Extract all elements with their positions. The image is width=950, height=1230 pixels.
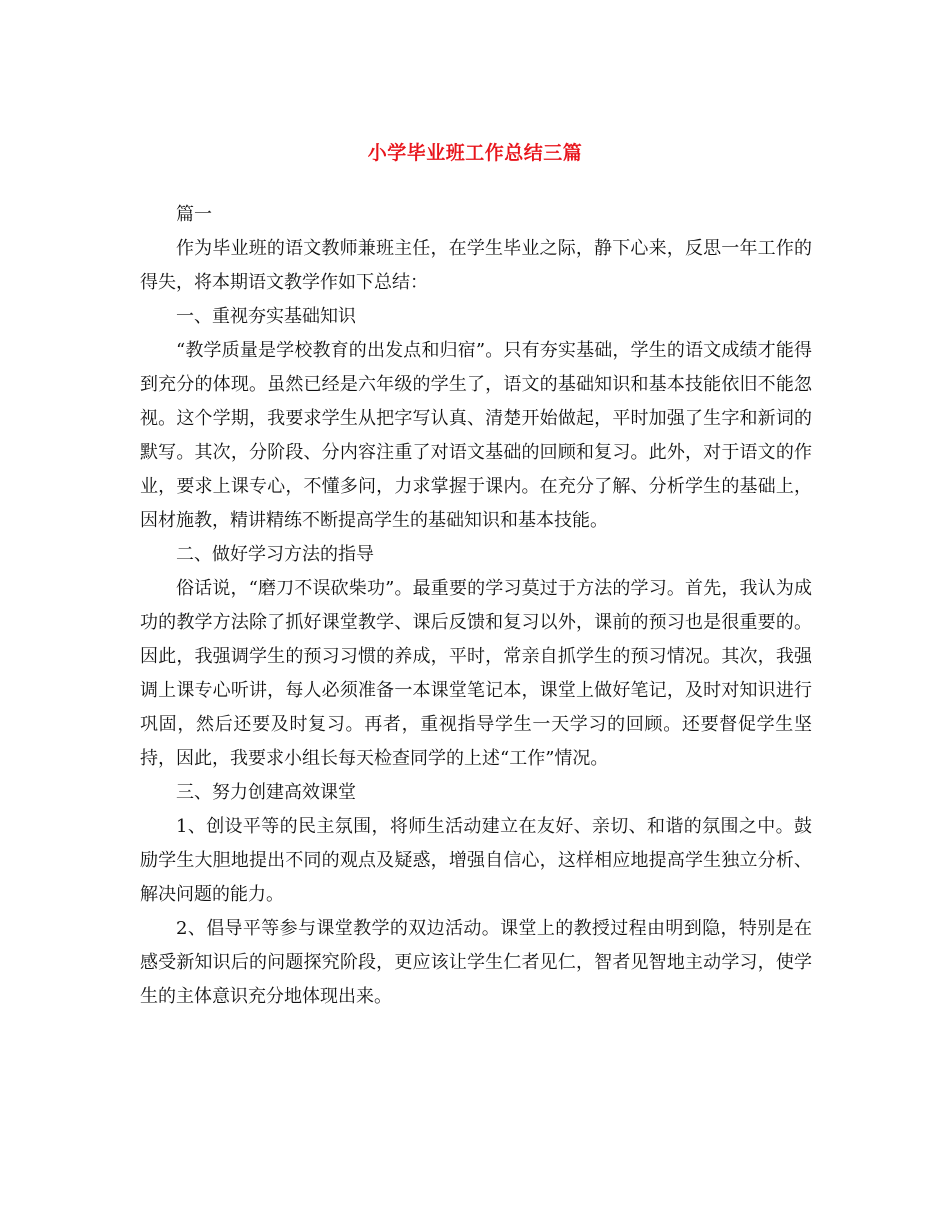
paragraph-item-2: 2、倡导平等参与课堂教学的双边活动。课堂上的教授过程由明到隐，特别是在感受新知识后的问题探究阶段，更应该让学生仁者见仁，智者见智地主动学习，使学生的主体意识充分地体现出来。 bbox=[140, 918, 812, 1007]
document-title: 小学毕业班工作总结三篇 bbox=[367, 142, 583, 164]
heading-basic-knowledge: 一、重视夯实基础知识 bbox=[176, 306, 356, 327]
document-body bbox=[140, 198, 812, 1014]
paragraph-learning-methods: 俗话说，“磨刀不误砍柴功”。最重要的学习莫过于方法的学习。首先，我认为成功的教学方法除了抓好课堂教学、课后反馈和复习以外，课前的预习也是很重要的。因此，我强调学生的预习习惯的养成，平时，常亲自抓学生的预习情况。其次，我强调上课专心听讲，每人必须准备一本课堂笔记本，课堂上做好笔记，及时对知识进行巩固，然后还要及时复习。再者，重视指导学生一天学习的回顾。还要督促学生坚持，因此，我要求小组长每天检查同学的上述“工作”情况。 bbox=[140, 578, 812, 769]
section-heading-part-one: 篇一 bbox=[176, 204, 212, 225]
heading-efficient-classroom: 三、努力创建高效课堂 bbox=[176, 782, 356, 803]
paragraph-basic-knowledge: “教学质量是学校教育的出发点和归宿”。只有夯实基础，学生的语文成绩才能得到充分的体现。虽然已经是六年级的学生了，语文的基础知识和基本技能依旧不能忽视。这个学期，我要求学生从把字写认真、清楚开始做起，平时加强了生字和新词的默写。其次，分阶段、分内容注重了对语文基础的回顾和复习。此外，对于语文的作业，要求上课专心，不懂多问，力求掌握于课内。在充分了解、分析学生的基础上，因材施教，精讲精练不断提高学生的基础知识和基本技能。 bbox=[140, 340, 812, 531]
heading-learning-methods: 二、做好学习方法的指导 bbox=[176, 544, 374, 565]
paragraph-item-1: 1、创设平等的民主氛围，将师生活动建立在友好、亲切、和谐的氛围之中。鼓励学生大胆地提出不同的观点及疑惑，增强自信心，这样相应地提高学生独立分析、解决问题的能力。 bbox=[140, 816, 812, 905]
intro-paragraph: 作为毕业班的语文教师兼班主任，在学生毕业之际，静下心来，反思一年工作的得失，将本期语文教学作如下总结： bbox=[140, 238, 812, 293]
